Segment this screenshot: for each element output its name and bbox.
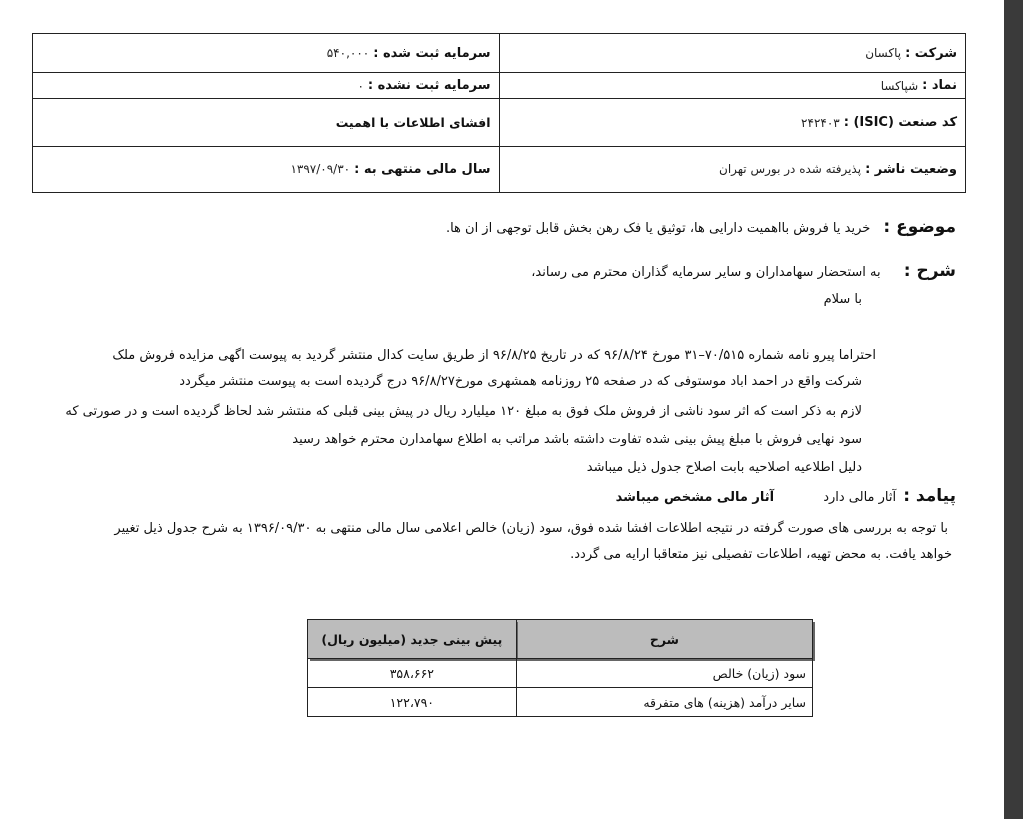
unregistered-capital-row bbox=[33, 72, 499, 98]
closing-line: با توجه به بررسی های صورت گرفته در نتیجه اطلاعات افشا شده فوق، سود (زیان) خالص اعلامی سال مالی منتهی به ۱۳۹۶/۰۹/۳۰ به شرح جدول ذیل تغییر bbox=[114, 521, 948, 536]
row-description: سود (زیان) خالص bbox=[516, 659, 812, 688]
body-line: لازم به ذکر است که اثر سود ناشی از فروش ملک فوق به مبلغ ۱۲۰ میلیارد ریال در پیش بینی قبلی که منتشر شد لحاظ گردیده است و در صورتی که bbox=[65, 404, 862, 419]
fiscal-year-row bbox=[33, 146, 499, 191]
symbol-row bbox=[500, 72, 966, 98]
info-column-right bbox=[500, 34, 966, 192]
isic-label: کد صنعت (ISIC) : bbox=[843, 115, 957, 130]
header-forecast: پیش بینی جدید (میلیون ریال) bbox=[308, 620, 517, 659]
consequence-label: پیامد : bbox=[903, 486, 956, 506]
company-row bbox=[500, 34, 966, 72]
consequence-value-1: آثار مالی دارد bbox=[823, 490, 897, 505]
registered-capital-value: ۵۴۰,۰۰۰ bbox=[326, 46, 370, 60]
status-label: وضعیت ناشر : bbox=[865, 161, 957, 177]
status-value: پذیرفته شده در بورس تهران bbox=[719, 162, 862, 176]
consequence-value-2: آثار مالی مشخص میباشد bbox=[615, 490, 775, 505]
isic-row bbox=[500, 98, 966, 146]
row-description: سایر درآمد (هزینه) های متفرقه bbox=[516, 688, 812, 717]
header-description: شرح bbox=[516, 620, 812, 659]
info-column-left bbox=[33, 34, 500, 192]
body-line: شرکت واقع در احمد اباد موستوفی که در صفحه ۲۵ روزنامه همشهری مورخ۹۶/۸/۲۷ درج گردیده است به پیوست منتشر میگردد bbox=[179, 374, 862, 389]
consequence-row bbox=[616, 486, 956, 506]
table-header-row bbox=[308, 620, 813, 659]
registered-capital-label: سرمایه ثبت شده : bbox=[373, 45, 491, 61]
registered-capital-row bbox=[33, 34, 499, 72]
vertical-scrollbar[interactable] bbox=[1004, 0, 1023, 819]
symbol-label: نماد : bbox=[922, 78, 957, 93]
description-label: شرح : bbox=[903, 261, 956, 281]
body-line: سود نهایی فروش با مبلغ پیش بینی شده تفاوت داشته باشد مراتب به اطلاع سهامدارن محترم خواهد رسید bbox=[292, 432, 862, 447]
company-value: پاکسان bbox=[865, 46, 902, 60]
subject-text: خرید یا فروش بااهمیت دارایی ها، توثیق یا فک رهن بخش قابل توجهی از ان ها. bbox=[445, 221, 871, 236]
disclosure-title: افشای اطلاعات با اهمیت bbox=[33, 98, 499, 146]
fiscal-year-label: سال مالی منتهی به : bbox=[354, 161, 491, 177]
company-label: شرکت : bbox=[905, 45, 957, 61]
row-value: ۳۵۸،۶۶۲ bbox=[308, 659, 517, 688]
body-line: دلیل اطلاعیه اصلاحیه بابت اصلاح جدول ذیل میباشد bbox=[586, 460, 862, 475]
unregistered-capital-value: ۰ bbox=[357, 78, 364, 93]
description-line1: به استحضار سهامداران و سایر سرمایه گذاران محترم می رساند، bbox=[531, 265, 881, 280]
status-row bbox=[500, 146, 966, 191]
isic-value: ۲۴۲۴۰۳ bbox=[801, 115, 840, 130]
fiscal-year-value: ۱۳۹۷/۰۹/۳۰ bbox=[290, 162, 351, 176]
company-info-table bbox=[32, 33, 966, 193]
row-value: ۱۲۲،۷۹۰ bbox=[308, 688, 517, 717]
body-line: احتراما پیرو نامه شماره ۷۰/۵۱۵–۳۱ مورخ ۹۶/۸/۲۴ که در تاریخ ۹۶/۸/۲۵ از طریق سایت کدال منتشر گردید به پیوست اگهی مزایده فروش ملک bbox=[112, 348, 876, 363]
unregistered-capital-label: سرمایه ثبت نشده : bbox=[367, 78, 491, 93]
closing-line: خواهد یافت. به محض تهیه، اطلاعات تفصیلی نیز متعاقبا ارایه می گردد. bbox=[570, 547, 952, 562]
forecast-table bbox=[307, 619, 813, 717]
subject-label: موضوع : bbox=[883, 217, 956, 237]
symbol-value: شپاکسا bbox=[880, 78, 919, 93]
table-row bbox=[308, 659, 813, 688]
table-row bbox=[308, 688, 813, 717]
description-row bbox=[531, 261, 956, 281]
subject-row bbox=[446, 217, 956, 237]
greeting: با سلام bbox=[823, 292, 862, 307]
